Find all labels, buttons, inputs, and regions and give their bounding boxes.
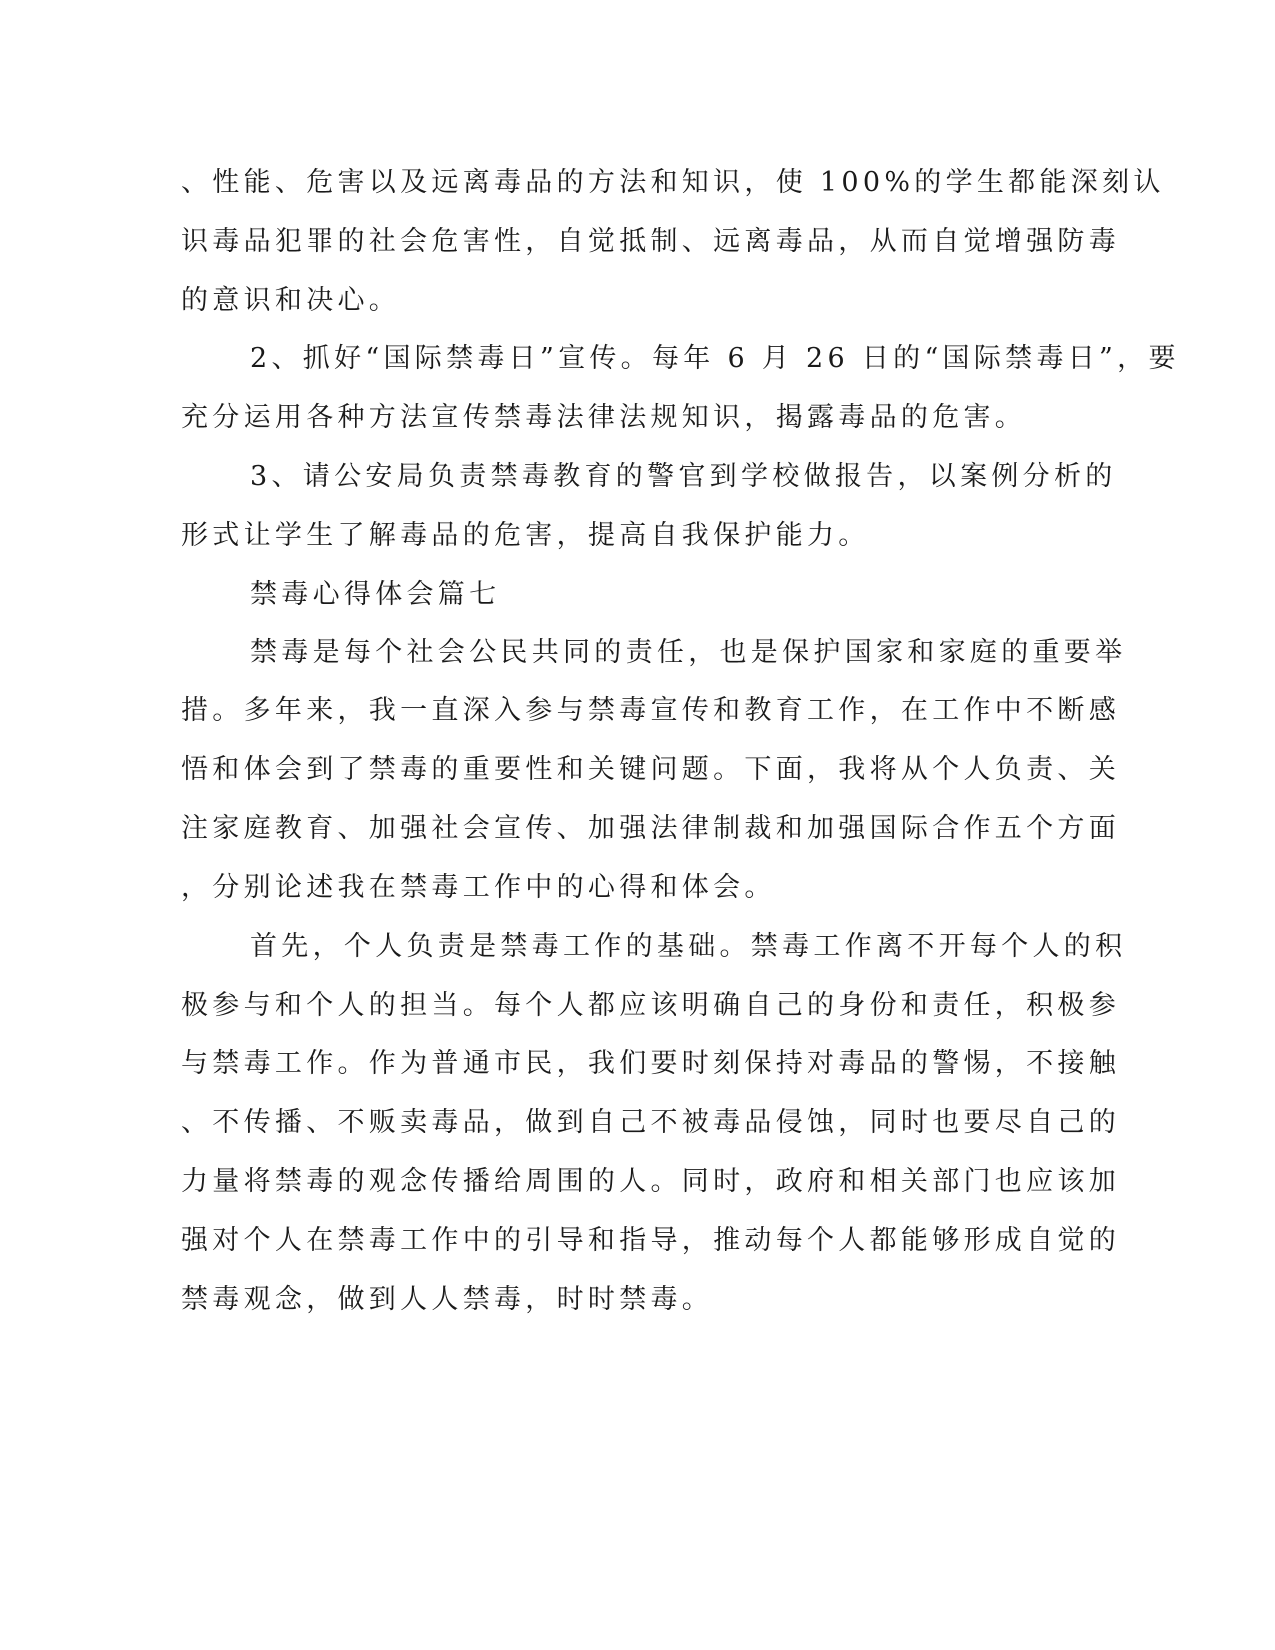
text-line: 与禁毒工作。作为普通市民，我们要时刻保持对毒品的警惕，不接触 bbox=[181, 1048, 1120, 1079]
paragraph-start-line: 禁毒是每个社会公民共同的责任，也是保护国家和家庭的重要举 bbox=[250, 637, 1127, 668]
text-line: 的意识和决心。 bbox=[181, 285, 401, 316]
text-line: 极参与和个人的担当。每个人都应该明确自己的身份和责任，积极参 bbox=[181, 990, 1120, 1021]
text-line: 措。多年来，我一直深入参与禁毒宣传和教育工作，在工作中不断感 bbox=[181, 695, 1120, 726]
text-line: 、不传播、不贩卖毒品，做到自己不被毒品侵蚀，同时也要尽自己的 bbox=[181, 1107, 1120, 1138]
text-line: 、性能、危害以及远离毒品的方法和知识，使 100%的学生都能深刻认 bbox=[181, 167, 1165, 198]
paragraph-start-line: 2、抓好“国际禁毒日”宣传。每年 6 月 26 日的“国际禁毒日”，要 bbox=[250, 343, 1180, 374]
text-line: 强对个人在禁毒工作中的引导和指导，推动每个人都能够形成自觉的 bbox=[181, 1225, 1120, 1256]
paragraph-start-line: 3、请公安局负责禁毒教育的警官到学校做报告，以案例分析的 bbox=[250, 461, 1117, 492]
section-heading: 禁毒心得体会篇七 bbox=[250, 579, 501, 610]
text-line: 识毒品犯罪的社会危害性，自觉抵制、远离毒品，从而自觉增强防毒 bbox=[181, 226, 1120, 257]
paragraph-start-line: 首先，个人负责是禁毒工作的基础。禁毒工作离不开每个人的积 bbox=[250, 931, 1127, 962]
text-line: 充分运用各种方法宣传禁毒法律法规知识，揭露毒品的危害。 bbox=[181, 402, 1027, 433]
text-line: 悟和体会到了禁毒的重要性和关键问题。下面，我将从个人负责、关 bbox=[181, 754, 1120, 785]
text-line: ，分别论述我在禁毒工作中的心得和体会。 bbox=[181, 872, 776, 903]
text-line: 力量将禁毒的观念传播给周围的人。同时，政府和相关部门也应该加 bbox=[181, 1166, 1120, 1197]
text-line: 注家庭教育、加强社会宣传、加强法律制裁和加强国际合作五个方面 bbox=[181, 813, 1120, 844]
text-line: 形式让学生了解毒品的危害，提高自我保护能力。 bbox=[181, 520, 870, 551]
text-line: 禁毒观念，做到人人禁毒，时时禁毒。 bbox=[181, 1284, 714, 1315]
